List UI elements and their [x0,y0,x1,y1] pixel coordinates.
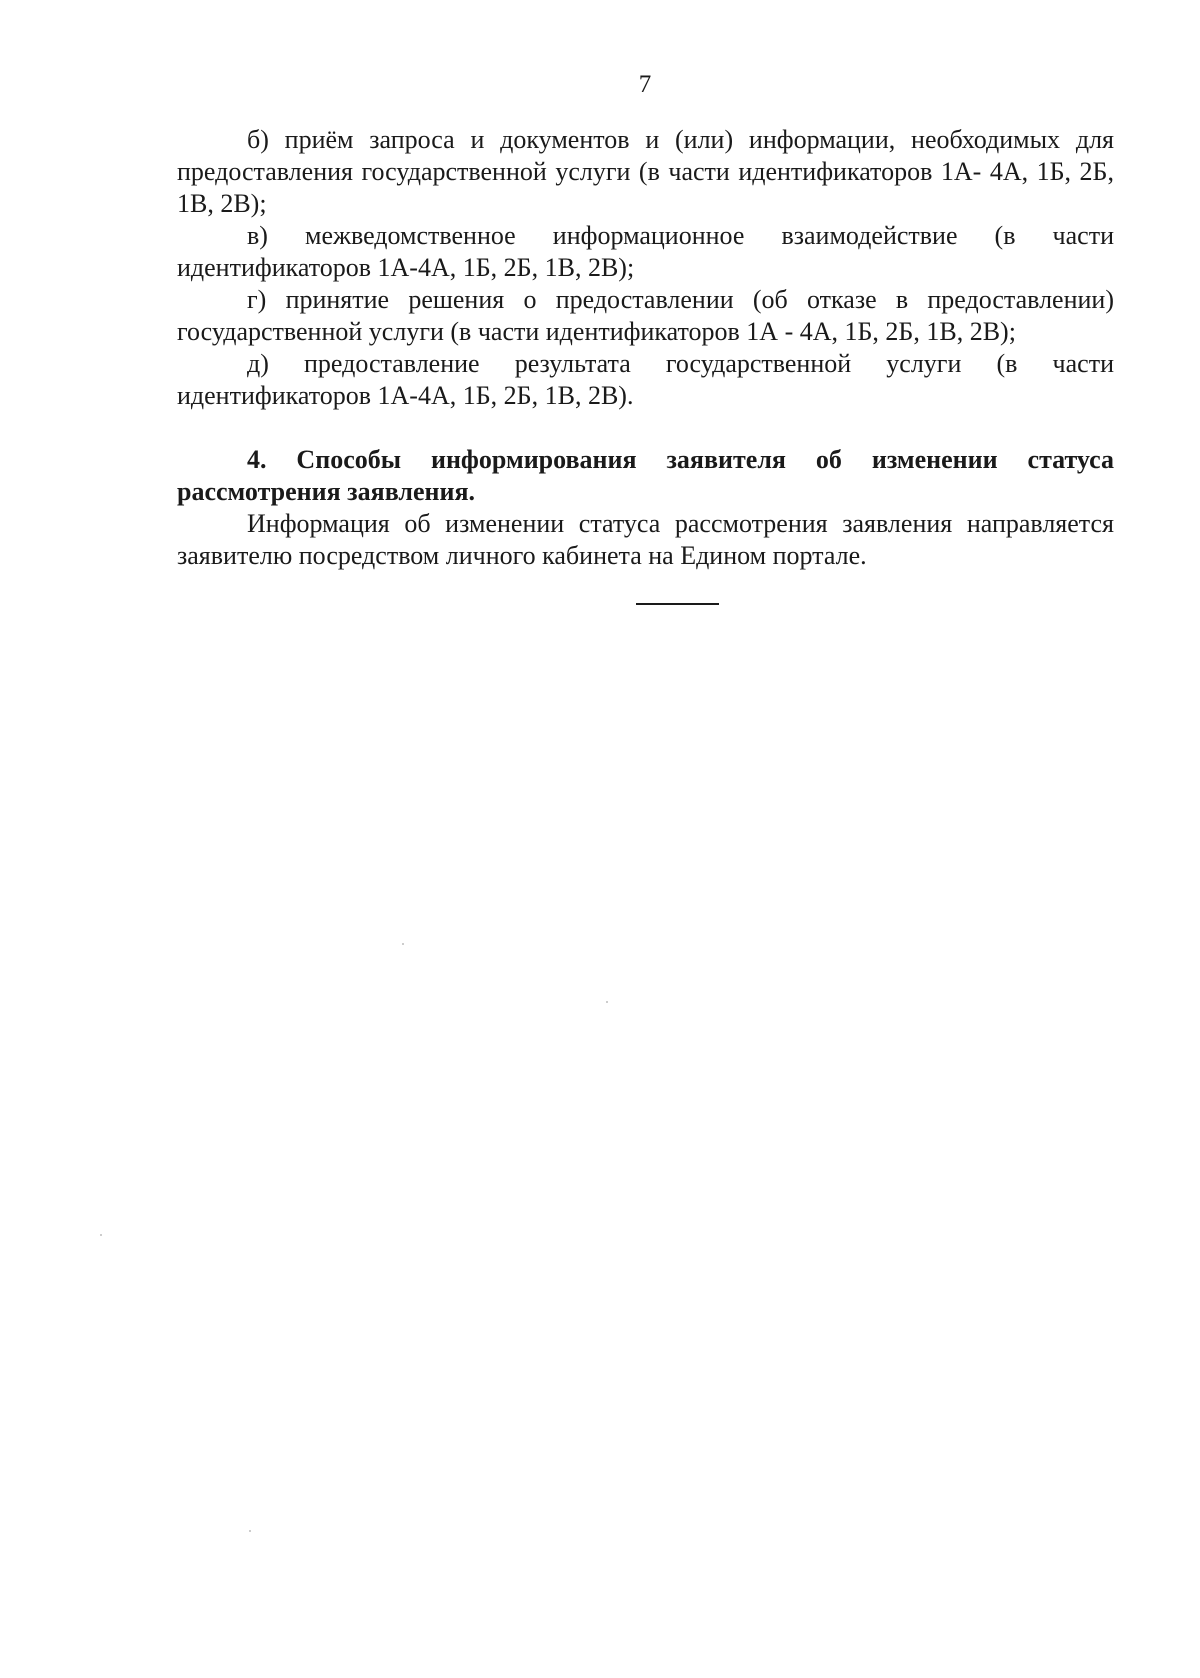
scan-speck [249,1530,251,1532]
list-item-b: б) приём запроса и документов и (или) информации, необходимых для предоставления государственной услуги (в части идентификаторов 1А- 4А, 1Б, 2Б, 1В, 2В); [177,125,1114,218]
section-paragraph: Информация об изменении статуса рассмотрения заявления направляется заявителю посредством личного кабинета на Едином портале. [177,509,1114,570]
list-item-v: в) межведомственное информационное взаимодействие (в части идентификаторов 1А-4А, 1Б, 2Б, 1В, 2В); [177,221,1114,282]
end-of-text-rule [636,603,719,605]
section-heading: 4. Способы информирования заявителя об изменении статуса рассмотрения заявления. [177,445,1114,506]
scan-speck [606,1001,608,1003]
list-item-g: г) принятие решения о предоставлении (об отказе в предоставлении) государственной услуги (в части идентификаторов 1А - 4А, 1Б, 2Б, 1В, 2В); [177,285,1114,346]
document-body [177,124,1114,572]
page-number: 7 [638,71,652,98]
scan-speck [100,1234,102,1236]
list-item-d: д) предоставление результата государственной услуги (в части идентификаторов 1А-4А, 1Б, 2Б, 1В, 2В). [177,349,1114,410]
scan-speck [402,943,404,945]
